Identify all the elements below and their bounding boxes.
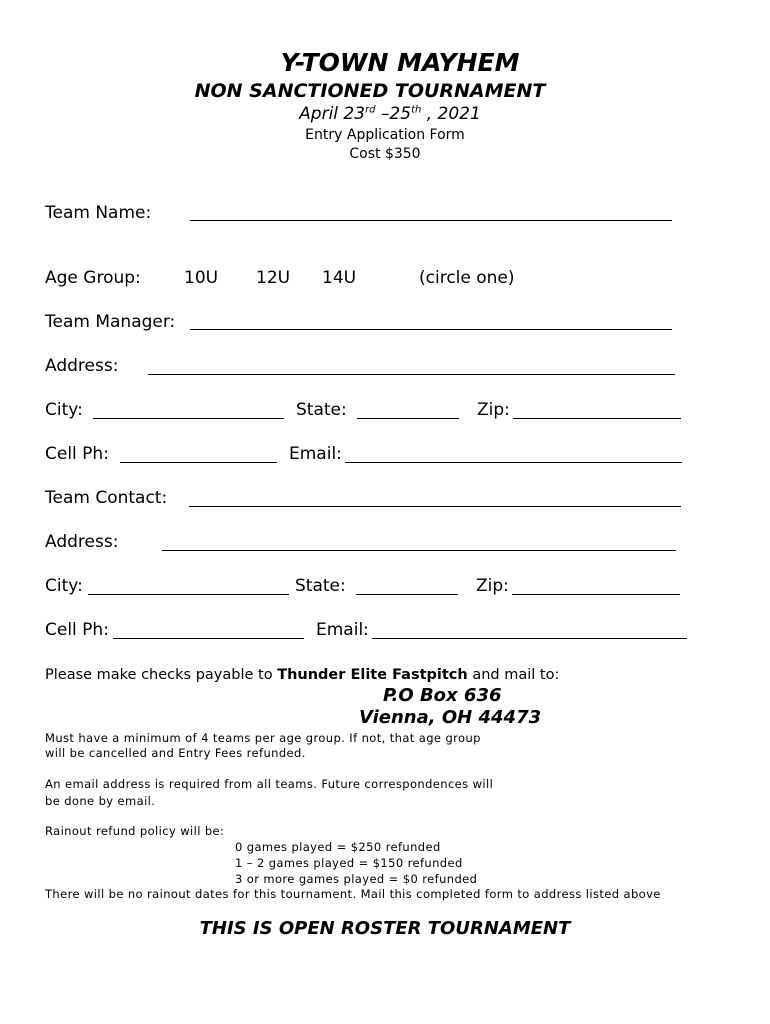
manager-email-label: Email: [289,444,342,464]
contact-email-line[interactable] [372,638,687,639]
manager-city-line[interactable] [93,418,284,419]
age-option-14u[interactable]: 14U [322,268,357,288]
entry-cost: Cost $350 [349,146,421,162]
team-contact-line[interactable] [189,506,681,507]
manager-state-label: State: [296,400,347,420]
age-group-label: Age Group: [45,268,141,288]
rainout-rule: 0 games played = $250 refunded [235,840,441,854]
payment-text-before: Please make checks payable to [45,667,278,683]
team-name-label: Team Name: [45,203,152,223]
manager-cell-label: Cell Ph: [45,444,109,464]
payment-instructions [45,667,559,683]
tournament-dates [0,104,770,124]
open-roster-notice: THIS IS OPEN ROSTER TOURNAMENT [199,918,571,939]
team-contact-label: Team Contact: [45,488,168,508]
manager-address-label: Address: [45,356,119,376]
contact-zip-label: Zip: [476,576,509,596]
team-name-line[interactable] [190,220,672,221]
contact-address-label: Address: [45,532,119,552]
no-rainout-dates-note: There will be no rainout dates for this tournament. Mail this completed form to address listed above [45,887,661,901]
contact-city-label: City: [45,576,83,596]
contact-state-line[interactable] [356,594,458,595]
manager-city-label: City: [45,400,83,420]
manager-zip-line[interactable] [513,418,681,419]
date-start-suffix: rd [365,104,376,116]
date-mid: –25 [375,104,412,124]
payee-name: Thunder Elite Fastpitch [277,667,468,683]
team-manager-line[interactable] [190,329,672,330]
manager-zip-label: Zip: [477,400,510,420]
minimum-teams-note-line2: will be cancelled and Entry Fees refunded. [45,746,306,760]
form-label: Entry Application Form [305,127,465,143]
circle-one-hint: (circle one) [419,268,515,288]
date-start: April 23 [299,104,366,124]
email-required-note-line1: An email address is required from all teams. Future correspondences will [45,777,494,791]
contact-cell-line[interactable] [113,638,304,639]
age-option-10u[interactable]: 10U [184,268,219,288]
date-year: , 2021 [421,104,481,124]
contact-state-label: State: [295,576,346,596]
contact-email-label: Email: [316,620,369,640]
contact-zip-line[interactable] [512,594,680,595]
contact-cell-label: Cell Ph: [45,620,109,640]
manager-address-line[interactable] [148,374,675,375]
manager-state-line[interactable] [357,418,459,419]
date-end-suffix: th [411,104,422,116]
rainout-rule: 3 or more games played = $0 refunded [235,872,478,886]
tournament-subtitle: NON SANCTIONED TOURNAMENT [194,80,546,102]
age-option-12u[interactable]: 12U [256,268,291,288]
po-box: P.O Box 636 [383,685,502,706]
tournament-title: Y-TOWN MAYHEM [280,48,520,77]
mailing-city-state-zip: Vienna, OH 44473 [359,707,542,728]
email-required-note-line2: be done by email. [45,794,156,808]
payment-text-after: and mail to: [467,667,560,683]
minimum-teams-note-line1: Must have a minimum of 4 teams per age group. If not, that age group [45,731,481,745]
contact-city-line[interactable] [88,594,289,595]
manager-email-line[interactable] [345,462,682,463]
rainout-rule: 1 – 2 games played = $150 refunded [235,856,463,870]
rainout-policy-heading: Rainout refund policy will be: [45,824,225,838]
team-manager-label: Team Manager: [45,312,176,332]
manager-cell-line[interactable] [120,462,277,463]
contact-address-line[interactable] [162,550,676,551]
